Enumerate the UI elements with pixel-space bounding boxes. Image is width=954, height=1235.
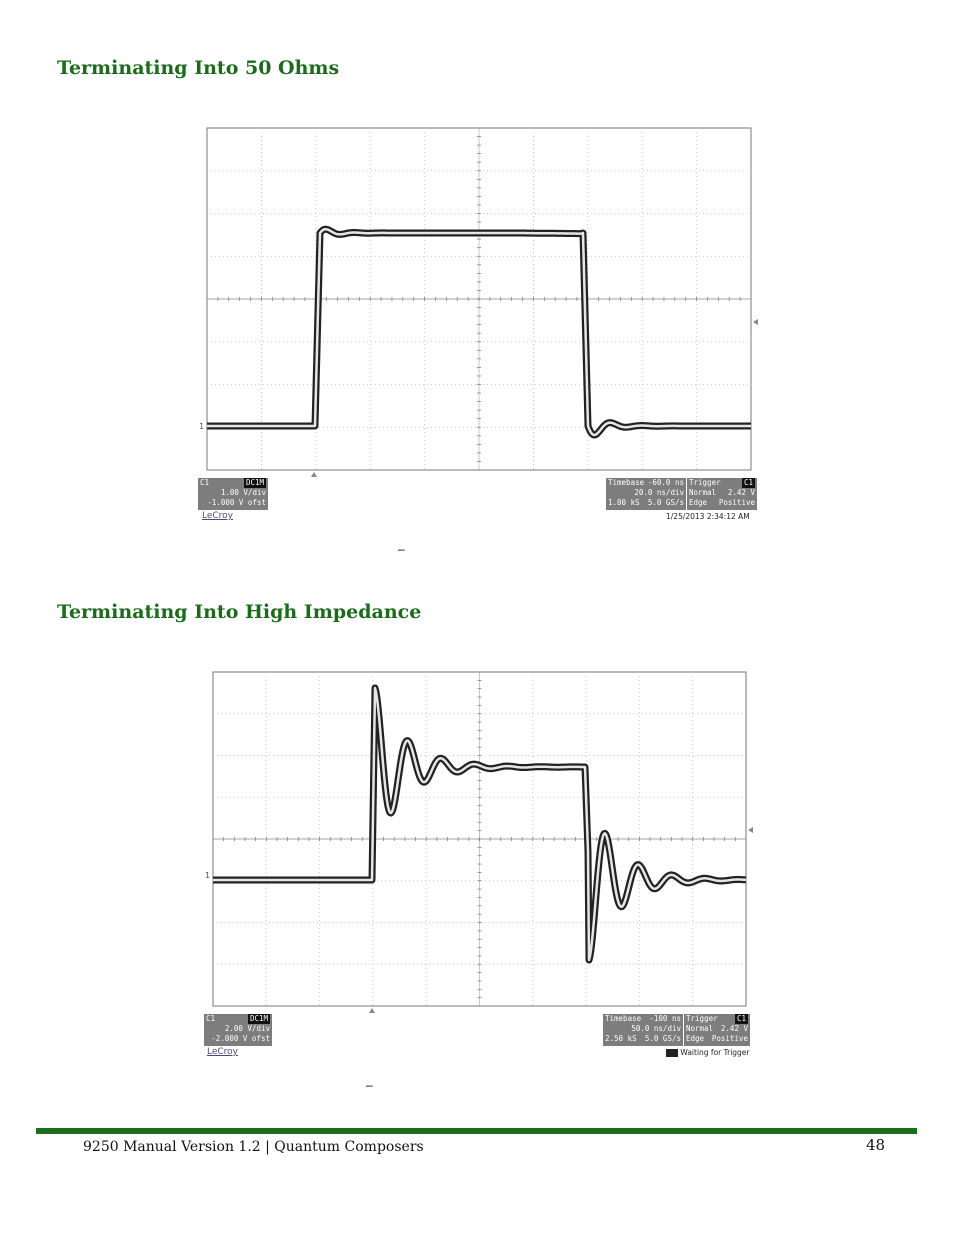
coupling-tag: DC1M [245,478,264,487]
scope-display [202,668,772,1068]
scope-display [196,124,766,528]
offset: -1.000 V ofst [207,498,266,507]
volts-per-div: 1.00 V/div [220,488,266,497]
oscilloscope-screenshot-50-ohm [196,124,766,528]
capture-timestamp: 1/25/2013 2:34:12 AM [666,512,750,521]
footer-divider [36,1128,917,1134]
channel-panel [204,1014,272,1046]
trigger-type: Edge [689,498,708,507]
trigger-source: C1 [743,478,753,487]
sample-count: 1.00 kS [608,498,640,507]
trigger-level: 2.42 V [727,488,755,497]
trigger-type: Edge [686,1034,705,1043]
channel-name: C1 [206,1014,216,1023]
brand-logo: LeCroy [207,1047,239,1057]
timebase-panel [603,1014,683,1046]
channel-marker-label: 1 [205,871,211,880]
trigger-level-marker [753,319,758,325]
status-indicator-icon [666,1049,678,1057]
trigger-status-text: Waiting for Trigger [680,1048,750,1057]
caption-dash: – [366,1078,373,1092]
timebase-label: Timebase [605,1014,642,1023]
trigger-panel [684,1014,750,1046]
trigger-slope: Positive [711,1034,748,1043]
trigger-panel [687,478,757,510]
trigger-level-marker [748,827,753,833]
section-heading: Terminating Into High Impedance [57,601,422,623]
time-per-div: 50.0 ns/div [631,1024,681,1033]
channel-marker-label: 1 [199,422,205,431]
trigger-position-marker [369,1008,375,1013]
timebase-panel [606,478,686,510]
trigger-mode: Normal [686,1024,714,1033]
coupling-tag: DC1M [249,1014,268,1023]
footer-text: 9250 Manual Version 1.2 | Quantum Composers [83,1139,424,1155]
oscilloscope-screenshot-high-impedance [202,668,772,1068]
sample-rate: 5.0 GS/s [644,1034,681,1043]
trigger-source: C1 [736,1014,746,1023]
section-heading: Terminating Into 50 Ohms [57,57,340,79]
sample-rate: 5.0 GS/s [647,498,684,507]
brand-logo: LeCroy [202,511,234,521]
channel-panel [198,478,268,510]
trigger-label: Trigger [686,1014,718,1023]
timebase-value: -100 ns [649,1014,681,1023]
timebase-value: -60.0 ns [647,478,684,487]
trigger-label: Trigger [689,478,721,487]
page-number: 48 [866,1136,886,1154]
volts-per-div: 2.00 V/div [224,1024,270,1033]
trigger-mode: Normal [689,488,717,497]
trigger-level: 2.42 V [720,1024,748,1033]
trigger-slope: Positive [718,498,755,507]
caption-dash: – [398,542,405,556]
trigger-status [666,1048,750,1057]
offset: -2.000 V ofst [211,1034,270,1043]
trigger-position-marker [311,472,317,477]
sample-count: 2.50 kS [605,1034,637,1043]
timebase-label: Timebase [608,478,645,487]
time-per-div: 20.0 ns/div [634,488,684,497]
channel-name: C1 [200,478,210,487]
